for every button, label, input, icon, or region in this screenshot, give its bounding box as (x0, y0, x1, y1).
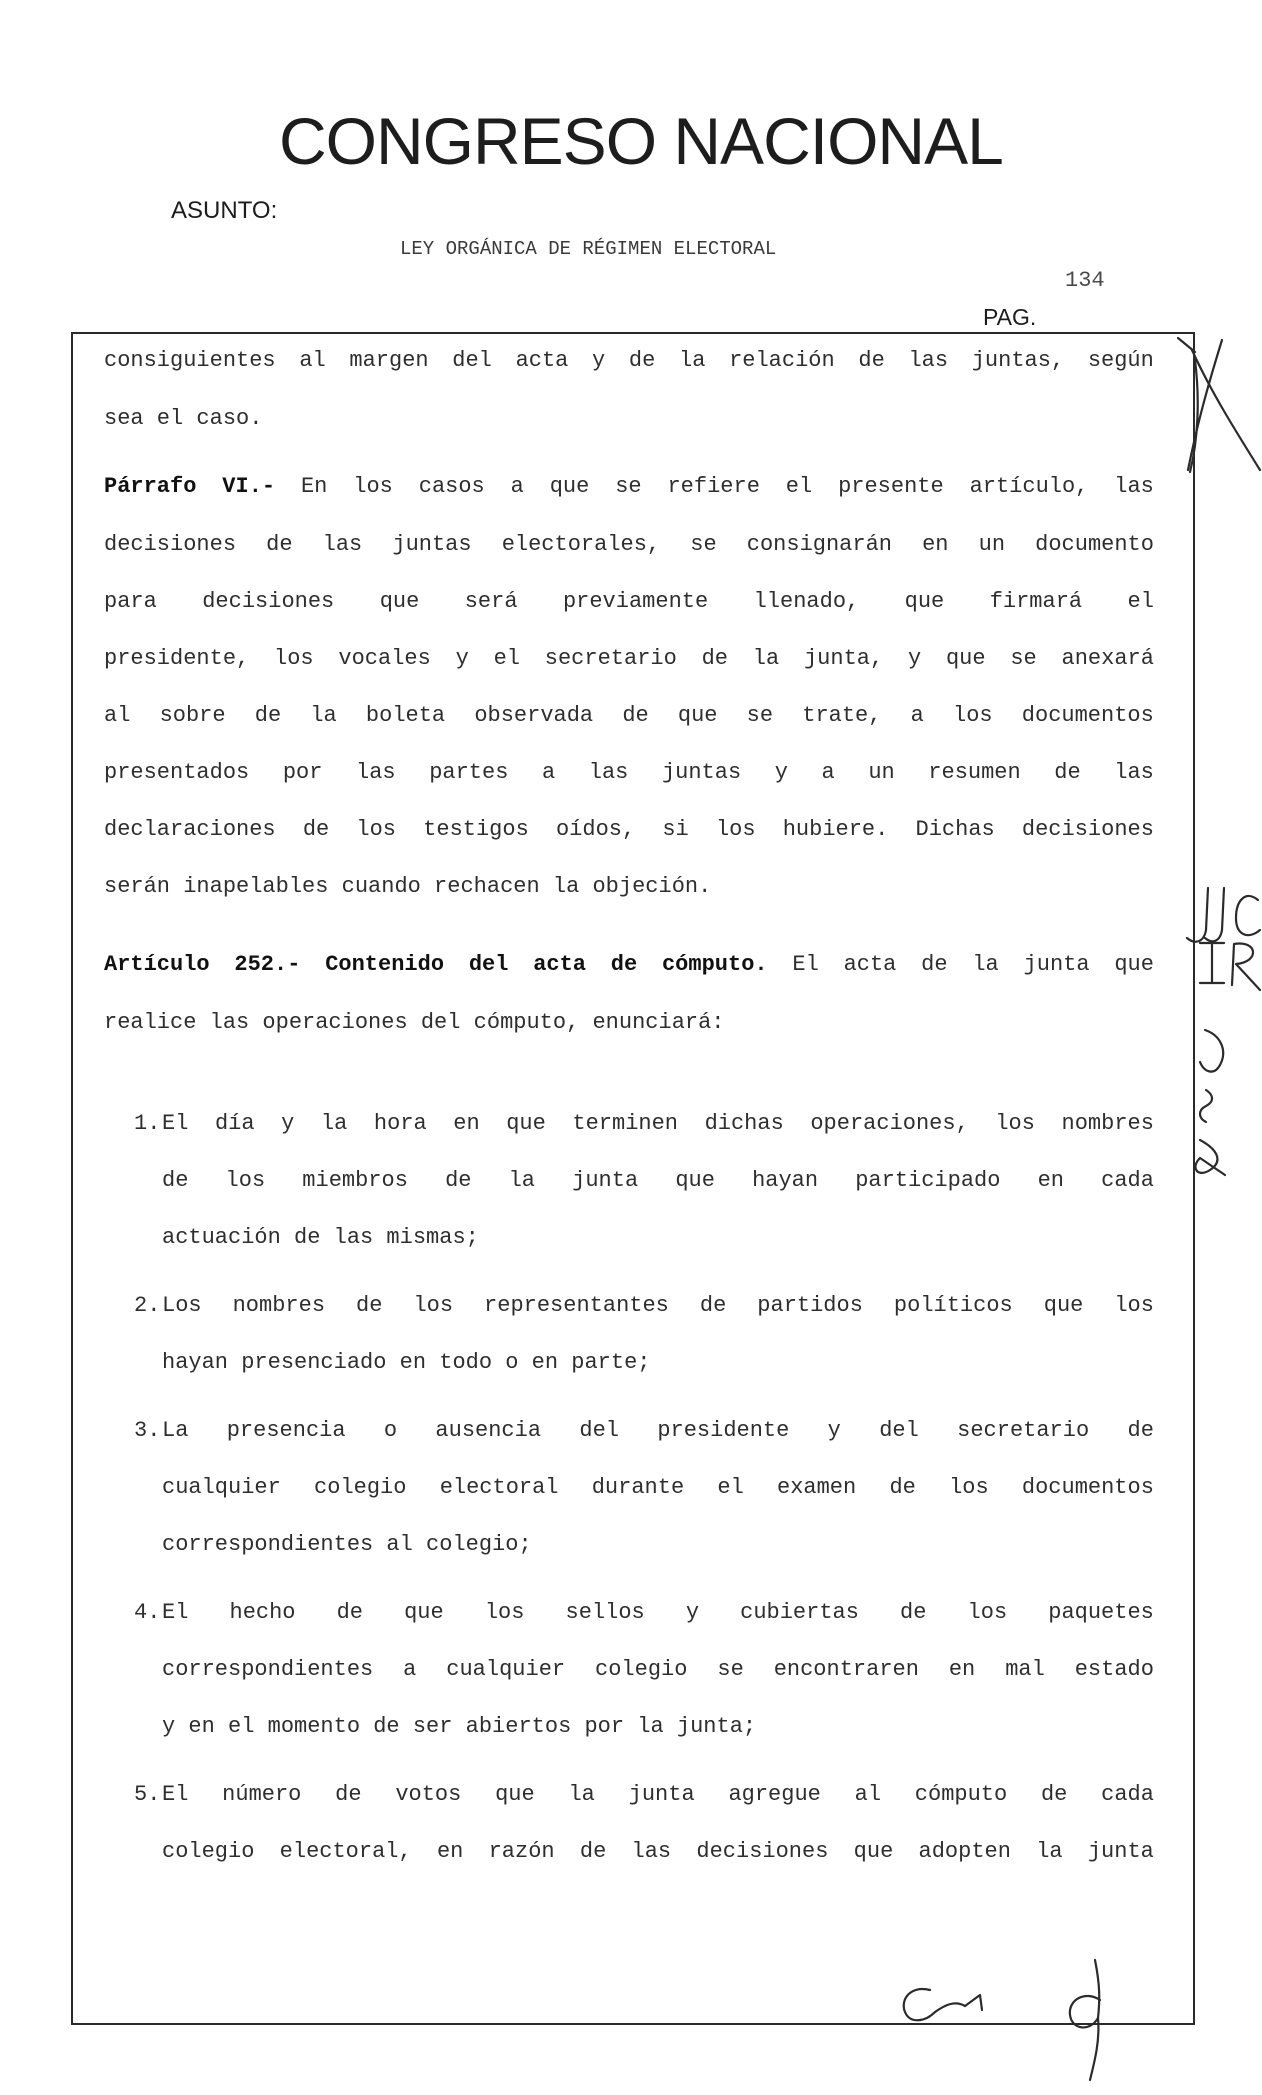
list-item-line: El hecho de que los sellos y cubiertas de los paquetes (162, 1600, 1154, 1625)
body-line: presentados por las partes a las juntas y a un resumen de las (104, 760, 1154, 785)
page-number: 134 (1065, 268, 1105, 293)
list-item-number: 5. (134, 1782, 161, 1807)
list-item-line: correspondientes a cualquier colegio se encontraren en mal estado (162, 1657, 1154, 1682)
article-252-heading-line: Artículo 252.- Contenido del acta de cómputo. El acta de la junta que (104, 952, 1154, 977)
body-line: decisiones de las juntas electorales, se consignarán en un documento (104, 532, 1154, 557)
list-item-line: El número de votos que la junta agregue al cómputo de cada (162, 1782, 1154, 1807)
body-line: al sobre de la boleta observada de que se trate, a los documentos (104, 703, 1154, 728)
list-item-number: 1. (134, 1111, 161, 1136)
list-item-line: y en el momento de ser abiertos por la junta; (162, 1714, 757, 1739)
body-line: realice las operaciones del cómputo, enunciará: (104, 1010, 725, 1035)
list-item-number: 3. (134, 1418, 161, 1443)
list-item-line: Los nombres de los representantes de partidos políticos que los (162, 1293, 1154, 1318)
body-line: serán inapelables cuando rechacen la objeción. (104, 874, 712, 899)
list-item-line: actuación de las mismas; (162, 1225, 479, 1250)
list-item-line: correspondientes al colegio; (162, 1532, 532, 1557)
list-item-number: 2. (134, 1293, 161, 1318)
body-line: presidente, los vocales y el secretario de la junta, y que se anexará (104, 646, 1154, 671)
body-line: consiguientes al margen del acta y de la relación de las juntas, según (104, 348, 1154, 373)
handwritten-signature-vertical (1195, 1030, 1225, 1175)
list-item-line: colegio electoral, en razón de las decisiones que adopten la junta (162, 1839, 1154, 1864)
letterhead-title: CONGRESO NACIONAL (279, 104, 1003, 178)
body-line: sea el caso. (104, 406, 263, 431)
handwritten-initials-jjc (1187, 888, 1260, 942)
document-subject: LEY ORGÁNICA DE RÉGIMEN ELECTORAL (400, 238, 777, 260)
list-item-line: La presencia o ausencia del presidente y del secretario de (162, 1418, 1154, 1443)
list-item-number: 4. (134, 1600, 161, 1625)
list-item-line: hayan presenciado en todo o en parte; (162, 1350, 651, 1375)
list-item-line: cualquier colegio electoral durante el examen de los documentos (162, 1475, 1154, 1500)
paragraph-vi-line: Párrafo VI.- En los casos a que se refiere el presente artículo, las (104, 474, 1154, 499)
list-item-line: de los miembros de la junta que hayan participado en cada (162, 1168, 1154, 1193)
asunto-label: ASUNTO: (171, 197, 278, 224)
handwritten-initials-ir (1200, 943, 1260, 990)
body-line: declaraciones de los testigos oídos, si los hubiere. Dichas decisiones (104, 817, 1154, 842)
list-item-line: El día y la hora en que terminen dichas operaciones, los nombres (162, 1111, 1154, 1136)
body-line: para decisiones que será previamente llenado, que firmará el (104, 589, 1154, 614)
pag-label: PAG. (983, 304, 1037, 330)
